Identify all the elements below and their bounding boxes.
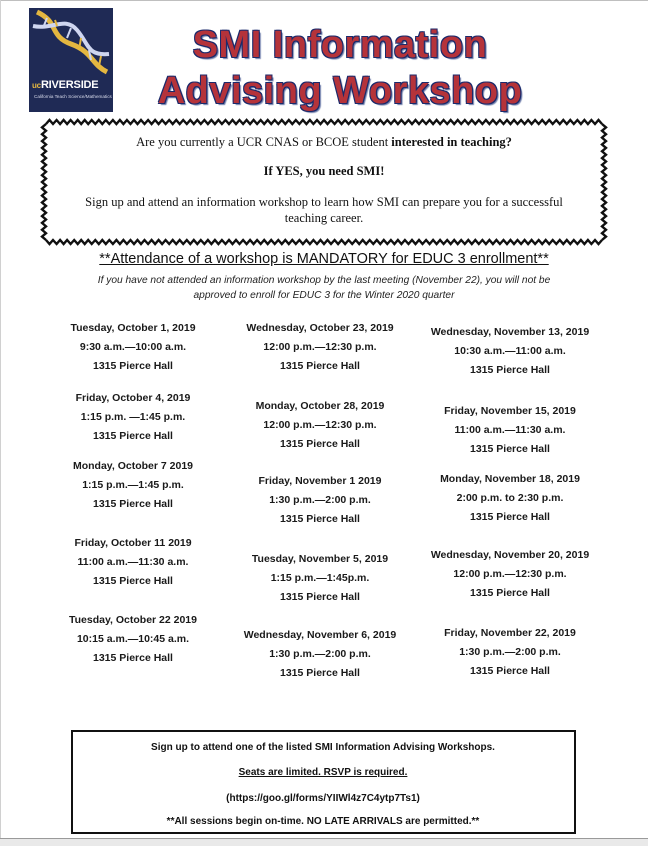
session-date: Friday, November 1 2019 <box>258 475 382 487</box>
title-line-1: SMI Information <box>192 24 488 66</box>
session-date: Monday, November 18, 2019 <box>440 473 580 485</box>
session-nov-15 <box>420 402 600 459</box>
session-location: 1315 Pierce Hall <box>470 443 550 455</box>
session-location: 1315 Pierce Hall <box>470 587 550 599</box>
session-oct-7 <box>56 457 210 514</box>
title-line-2: Advising Workshop <box>157 70 523 112</box>
session-time: 1:15 p.m. —1:45 p.m. <box>80 411 186 423</box>
session-location: 1315 Pierce Hall <box>280 591 360 603</box>
session-nov-13 <box>420 323 600 380</box>
session-date: Monday, October 28, 2019 <box>255 400 385 412</box>
session-time: 10:15 a.m.—10:45 a.m. <box>76 633 190 645</box>
session-date: Friday, November 15, 2019 <box>444 405 576 417</box>
session-nov-22 <box>420 624 600 681</box>
intro-question: Are you currently a UCR CNAS or BCOE student interested in teaching? <box>136 135 512 149</box>
page-bottom-edge <box>0 838 648 846</box>
intro-box <box>40 118 608 246</box>
session-time: 10:30 a.m.—11:00 a.m. <box>454 345 566 357</box>
session-date: Tuesday, October 1, 2019 <box>70 322 196 334</box>
session-time: 2:00 p.m. to 2:30 p.m. <box>456 492 564 504</box>
session-date: Friday, October 4, 2019 <box>75 392 191 404</box>
zigzag-edge <box>46 240 602 244</box>
session-nov-1 <box>235 472 405 529</box>
session-time: 9:30 a.m.—10:00 a.m. <box>79 341 187 353</box>
session-location: 1315 Pierce Hall <box>470 665 550 677</box>
session-location: 1315 Pierce Hall <box>470 511 550 523</box>
rsvp-signup-text: Sign up to attend one of the listed SMI Information Advising Workshops. <box>151 742 495 753</box>
session-time: 11:00 a.m.—11:30 a.m. <box>454 424 566 436</box>
page-left-edge <box>0 0 1 846</box>
session-date: Wednesday, November 6, 2019 <box>243 629 397 641</box>
session-oct-4 <box>56 389 210 446</box>
session-time: 1:15 p.m.—1:45p.m. <box>270 572 370 584</box>
session-date: Tuesday, November 5, 2019 <box>251 553 389 565</box>
session-time: 12:00 p.m.—12:30 p.m. <box>263 419 377 431</box>
session-location: 1315 Pierce Hall <box>93 430 173 442</box>
deadline-note: If you have not attended an information workshop by the last meeting (November 22), you will not be approved to enroll for EDUC 3 for the Winter 2020 quarter <box>97 275 551 301</box>
session-date: Friday, November 22, 2019 <box>444 627 576 639</box>
session-nov-20 <box>420 546 600 603</box>
intro-answer: If YES, you need SMI! <box>263 164 385 178</box>
rsvp-link[interactable]: (https://goo.gl/forms/YIIWl4z7C4ytp7Ts1) <box>226 793 420 804</box>
session-date: Monday, October 7 2019 <box>72 460 193 472</box>
zigzag-edge <box>46 120 602 124</box>
session-location: 1315 Pierce Hall <box>93 652 173 664</box>
session-location: 1315 Pierce Hall <box>93 575 173 587</box>
session-oct-1 <box>56 319 210 376</box>
session-time: 1:30 p.m.—2:00 p.m. <box>269 648 371 660</box>
rsvp-required-text: Seats are limited. RSVP is required. <box>238 767 408 778</box>
session-time: 1:15 p.m.—1:45 p.m. <box>82 479 184 491</box>
rsvp-box <box>71 730 576 834</box>
session-date: Friday, October 11 2019 <box>74 537 192 549</box>
page-title <box>130 22 550 114</box>
session-location: 1315 Pierce Hall <box>93 360 173 372</box>
session-oct-11 <box>56 534 210 591</box>
intro-signup: Sign up and attend an information workshop to learn how SMI can prepare you for a successful teaching career. <box>85 195 563 225</box>
session-time: 1:30 p.m.—2:00 p.m. <box>269 494 371 506</box>
session-date: Wednesday, October 23, 2019 <box>246 322 394 334</box>
mandatory-notice: **Attendance of a workshop is MANDATORY for EDUC 3 enrollment** <box>99 251 549 267</box>
session-time: 1:30 p.m.—2:00 p.m. <box>459 646 561 658</box>
session-oct-22 <box>56 611 210 668</box>
session-location: 1315 Pierce Hall <box>280 667 360 679</box>
session-time: 12:00 p.m.—12:30 p.m. <box>453 568 567 580</box>
session-oct-28 <box>235 397 405 454</box>
session-location: 1315 Pierce Hall <box>280 513 360 525</box>
session-location: 1315 Pierce Hall <box>280 360 360 372</box>
session-date: Tuesday, October 22 2019 <box>68 614 197 626</box>
session-location: 1315 Pierce Hall <box>470 364 550 376</box>
page-top-edge <box>0 0 648 1</box>
session-date: Wednesday, November 20, 2019 <box>430 549 590 561</box>
session-nov-5 <box>235 550 405 607</box>
logo-brand: ucRIVERSIDE <box>32 79 99 91</box>
logo-subtitle: California Teach Science/Mathematics <box>34 94 112 99</box>
session-nov-6 <box>235 626 405 683</box>
no-late-arrivals-text: **All sessions begin on-time. NO LATE ARRIVALS are permitted.** <box>166 816 480 827</box>
session-location: 1315 Pierce Hall <box>93 498 173 510</box>
session-oct-23 <box>235 319 405 376</box>
session-time: 12:00 p.m.—12:30 p.m. <box>263 341 377 353</box>
session-time: 11:00 a.m.—11:30 a.m. <box>77 556 189 568</box>
ucr-logo <box>29 8 113 112</box>
session-nov-18 <box>420 470 600 527</box>
session-location: 1315 Pierce Hall <box>280 438 360 450</box>
session-date: Wednesday, November 13, 2019 <box>430 326 590 338</box>
